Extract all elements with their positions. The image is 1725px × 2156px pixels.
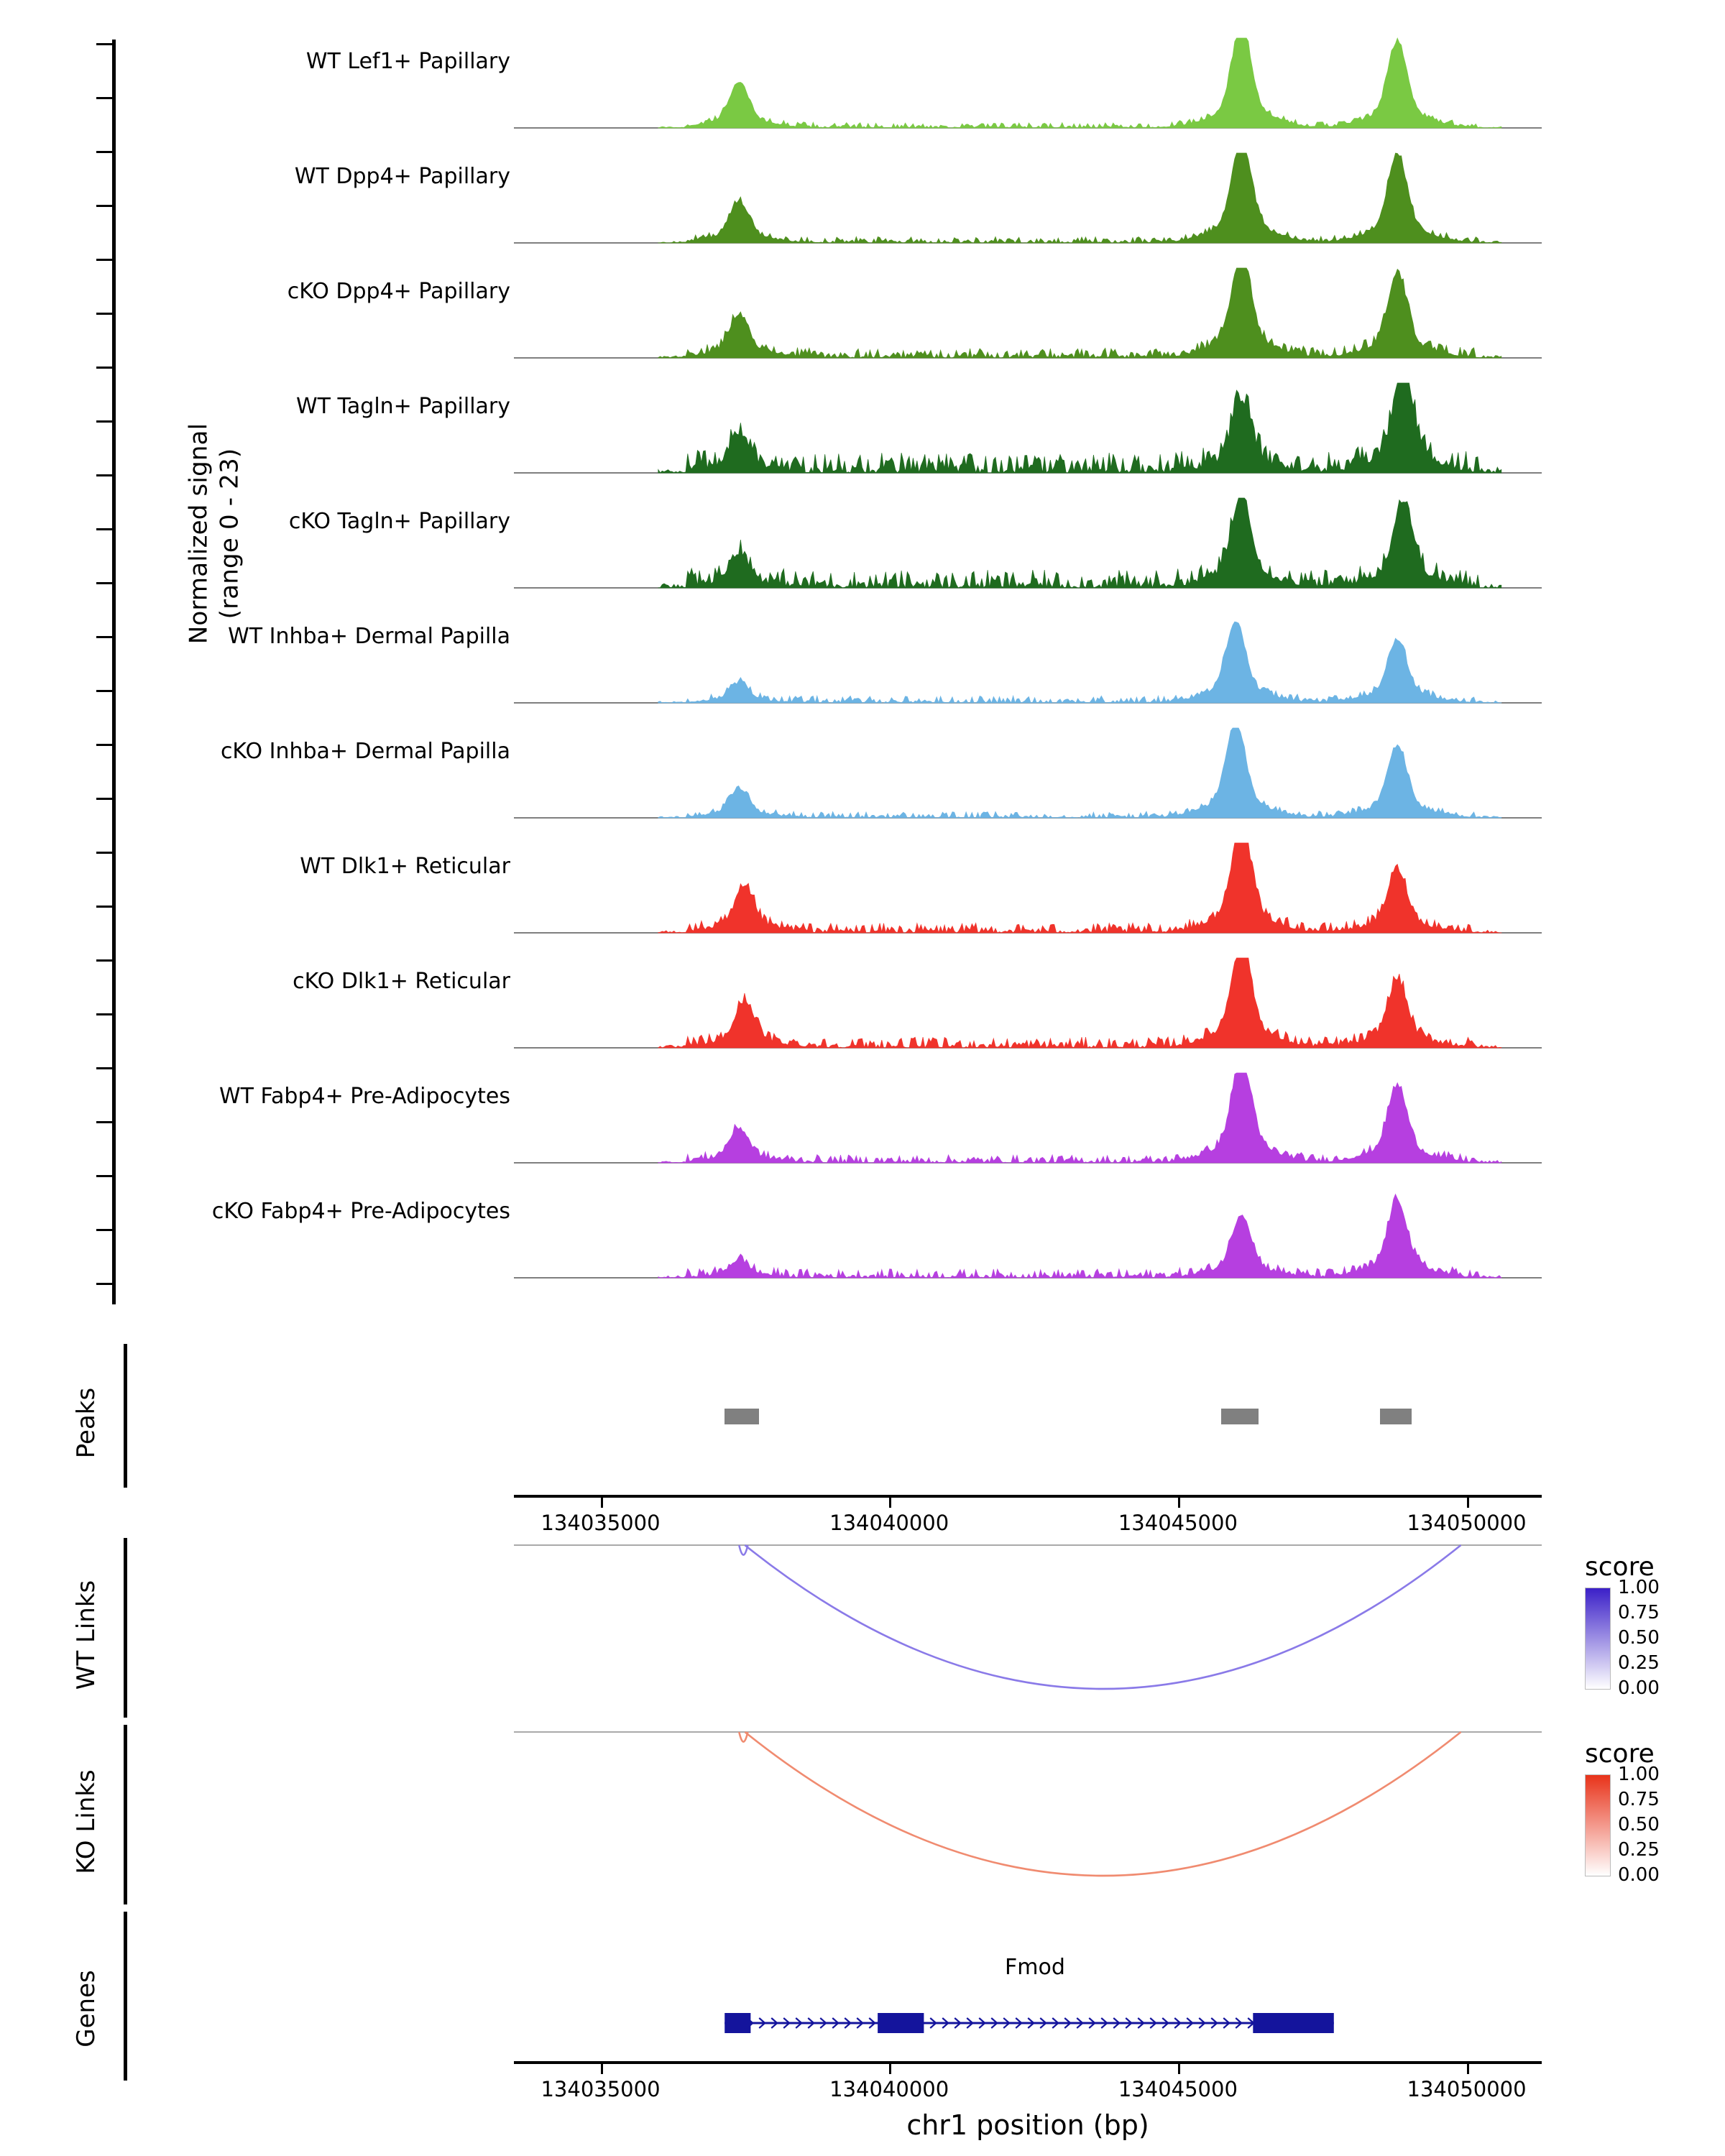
peaks-track <box>514 1344 1542 1488</box>
signal-track <box>0 36 1725 151</box>
x-axis-tick <box>1178 1498 1180 1508</box>
signal-track-plot <box>514 611 1542 726</box>
signal-track-plot <box>514 1186 1542 1301</box>
wt-links-track <box>514 1538 1542 1718</box>
x-axis-tick <box>889 1498 891 1508</box>
gene-model-track <box>514 1984 1542 2070</box>
legend-tick-label: 0.50 <box>1618 1814 1660 1835</box>
signal-track-plot <box>514 726 1542 841</box>
gene-exon <box>1253 2013 1333 2033</box>
wt-links-section-label: WT Links <box>72 1580 101 1690</box>
y-axis-label-line1: Normalized signal <box>184 423 213 645</box>
signal-track-label: WT Tagln+ Papillary <box>296 394 510 419</box>
legend-tick-label: 0.75 <box>1618 1789 1660 1810</box>
signal-track-label: WT Inhba+ Dermal Papilla <box>228 624 510 649</box>
x-axis-tick-label: 134045000 <box>1118 1511 1238 1535</box>
signal-track <box>0 496 1725 611</box>
wt-links-legend-title: score <box>1585 1552 1655 1582</box>
signal-track-label: WT Dpp4+ Papillary <box>294 164 510 189</box>
legend-tick-label: 0.00 <box>1618 1677 1660 1699</box>
ko-links-legend-colorbar <box>1585 1774 1611 1876</box>
ko-links-legend <box>1585 1739 1725 1886</box>
y-axis-label-line2: (range 0 - 23) <box>215 448 244 619</box>
signal-track-label: WT Fabp4+ Pre-Adipocytes <box>219 1084 510 1109</box>
x-axis-tick-label: 134035000 <box>540 2077 661 2101</box>
ko-links-track <box>514 1725 1542 1904</box>
signal-track-label: cKO Dpp4+ Papillary <box>287 279 510 304</box>
x-axis-tick-label: 134040000 <box>829 1511 949 1535</box>
x-axis-tick-label: 134045000 <box>1118 2077 1238 2101</box>
legend-tick-label: 0.25 <box>1618 1839 1660 1861</box>
signal-track <box>0 956 1725 1071</box>
genes-x-axis-ticks <box>514 2061 1542 2111</box>
x-axis-tick <box>1467 2064 1469 2074</box>
legend-tick-label: 0.25 <box>1618 1652 1660 1674</box>
signal-track-plot <box>514 956 1542 1071</box>
peak-region <box>1380 1409 1412 1424</box>
signal-track <box>0 151 1725 266</box>
signal-track-label: cKO Fabp4+ Pre-Adipocytes <box>211 1199 510 1224</box>
signal-track-label: cKO Tagln+ Papillary <box>288 509 510 534</box>
legend-tick-label: 0.00 <box>1618 1864 1660 1886</box>
gene-name-label: Fmod <box>1005 1955 1065 1980</box>
wt-links-spine <box>124 1538 127 1718</box>
signal-track <box>0 841 1725 956</box>
x-axis-tick-label: 134040000 <box>829 2077 949 2101</box>
x-axis-tick <box>889 2064 891 2074</box>
signal-track <box>0 381 1725 496</box>
signal-track-plot <box>514 841 1542 956</box>
peaks-spine <box>124 1344 127 1488</box>
signal-track-label: WT Lef1+ Papillary <box>305 49 510 74</box>
signal-track-label: cKO Inhba+ Dermal Papilla <box>220 739 510 764</box>
link-arc <box>745 1545 1460 1689</box>
x-axis-tick <box>1178 2064 1180 2074</box>
link-arc <box>745 1732 1460 1876</box>
legend-tick-label: 0.50 <box>1618 1627 1660 1649</box>
x-axis-tick <box>601 1498 603 1508</box>
genes-spine <box>124 1912 127 2081</box>
x-axis-title: chr1 position (bp) <box>906 2109 1149 2141</box>
ko-links-legend-title: score <box>1585 1739 1655 1769</box>
x-axis-tick <box>601 2064 603 2074</box>
legend-tick-label: 1.00 <box>1618 1577 1660 1598</box>
signal-track <box>0 1186 1725 1301</box>
ko-links-legend-ticks <box>1618 1764 1704 1886</box>
x-axis-tick <box>1467 1498 1469 1508</box>
gene-exon <box>878 2013 924 2033</box>
peak-region <box>1221 1409 1259 1424</box>
signal-track-label: cKO Dlk1+ Reticular <box>293 969 510 994</box>
signal-track <box>0 726 1725 841</box>
x-axis-tick-label: 134035000 <box>540 1511 661 1535</box>
wt-links-legend-colorbar <box>1585 1588 1611 1690</box>
genes-section-label: Genes <box>72 1970 101 2047</box>
ko-links-section-label: KO Links <box>72 1769 101 1874</box>
peak-region <box>724 1409 759 1424</box>
legend-tick-label: 0.75 <box>1618 1602 1660 1623</box>
x-axis-tick-label: 134050000 <box>1407 1511 1527 1535</box>
signal-track-plot <box>514 1071 1542 1186</box>
signal-track-plot <box>514 496 1542 611</box>
ko-links-spine <box>124 1725 127 1904</box>
signal-track-plot <box>514 266 1542 381</box>
peaks-section-label: Peaks <box>72 1387 101 1459</box>
x-axis-tick-label: 134050000 <box>1407 2077 1527 2101</box>
signal-track-plot <box>514 151 1542 266</box>
signal-track <box>0 1071 1725 1186</box>
signal-track <box>0 266 1725 381</box>
gene-exon <box>724 2013 750 2033</box>
signal-track-plot <box>514 36 1542 151</box>
wt-links-legend-ticks <box>1618 1577 1704 1699</box>
signal-track-label: WT Dlk1+ Reticular <box>300 854 510 879</box>
signal-track <box>0 611 1725 726</box>
wt-links-legend <box>1585 1552 1725 1699</box>
legend-tick-label: 1.00 <box>1618 1764 1660 1785</box>
signal-track-plot <box>514 381 1542 496</box>
